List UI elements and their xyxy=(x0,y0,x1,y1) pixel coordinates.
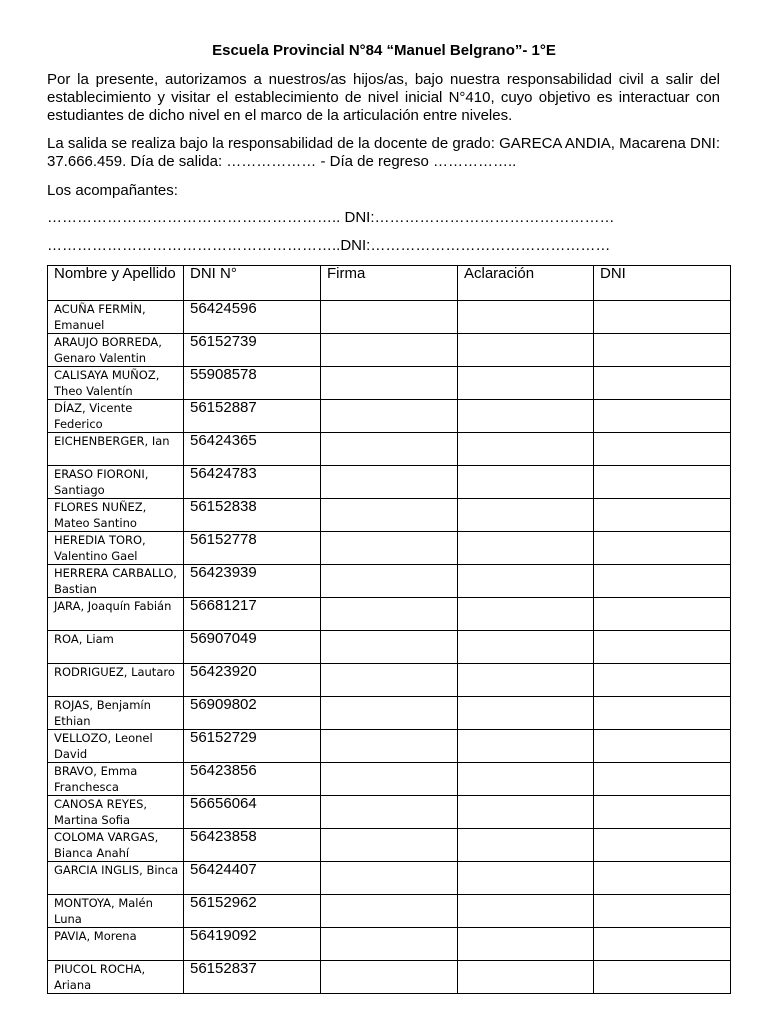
table-row xyxy=(48,664,731,697)
clarification-cell[interactable] xyxy=(458,631,594,664)
signature-cell[interactable] xyxy=(321,730,458,763)
companion-line-1: ………………………………………………….. DNI:………………………………………… xyxy=(47,209,615,226)
table-row xyxy=(48,862,731,895)
student-dni-cell: 56423920 xyxy=(184,664,321,697)
guardian-dni-cell[interactable] xyxy=(594,697,731,730)
signature-cell[interactable] xyxy=(321,928,458,961)
clarification-cell[interactable] xyxy=(458,598,594,631)
student-name-cell: ERASO FIORONI, Santiago xyxy=(48,466,184,499)
student-dni-cell: 56152837 xyxy=(184,961,321,994)
clarification-cell[interactable] xyxy=(458,928,594,961)
student-dni-cell: 56424783 xyxy=(184,466,321,499)
student-name-cell: PIUCOL ROCHA, Ariana xyxy=(48,961,184,994)
table-row xyxy=(48,400,731,433)
student-dni-cell: 56424596 xyxy=(184,301,321,334)
signature-cell[interactable] xyxy=(321,334,458,367)
signature-cell[interactable] xyxy=(321,433,458,466)
table-header-row xyxy=(48,266,731,301)
student-dni-cell: 56152838 xyxy=(184,499,321,532)
student-dni-cell: 56152739 xyxy=(184,334,321,367)
clarification-cell[interactable] xyxy=(458,796,594,829)
student-name-cell: COLOMA VARGAS, Bianca Anahí xyxy=(48,829,184,862)
signature-cell[interactable] xyxy=(321,961,458,994)
student-dni-cell: 56681217 xyxy=(184,598,321,631)
clarification-cell[interactable] xyxy=(458,400,594,433)
signature-cell[interactable] xyxy=(321,301,458,334)
signature-cell[interactable] xyxy=(321,400,458,433)
guardian-dni-cell[interactable] xyxy=(594,400,731,433)
student-name-cell: HEREDIA TORO, Valentino Gael xyxy=(48,532,184,565)
student-name-cell: ROA, Liam xyxy=(48,631,184,664)
clarification-cell[interactable] xyxy=(458,499,594,532)
student-dni-cell: 55908578 xyxy=(184,367,321,400)
student-dni-cell: 56152887 xyxy=(184,400,321,433)
student-dni-cell: 56907049 xyxy=(184,631,321,664)
student-name-cell: VELLOZO, Leonel David xyxy=(48,730,184,763)
authorization-paragraph: Por la presente, autorizamos a nuestros/as hijos/as, bajo nuestra responsabilidad civil a salir del establecimiento y visitar el establecimiento de nivel inicial N°410, cuyo objetivo es interactuar con estudiantes de dicho nivel en el marco de la articulación entre niveles. xyxy=(47,71,720,124)
table-row xyxy=(48,532,731,565)
guardian-dni-cell[interactable] xyxy=(594,862,731,895)
header-clarification: Aclaración xyxy=(458,266,594,301)
student-table xyxy=(47,265,731,994)
student-dni-cell: 56152962 xyxy=(184,895,321,928)
responsibility-paragraph: La salida se realiza bajo la responsabilidad de la docente de grado: GARECA ANDIA, Macarena DNI: 37.666.459. Día de salida: ……………… - Día de regreso …………….. xyxy=(47,135,720,170)
student-name-cell: GARCIA INGLIS, Binca xyxy=(48,862,184,895)
guardian-dni-cell[interactable] xyxy=(594,763,731,796)
clarification-cell[interactable] xyxy=(458,730,594,763)
clarification-cell[interactable] xyxy=(458,466,594,499)
clarification-cell[interactable] xyxy=(458,433,594,466)
student-name-cell: ACUÑA FERMÌN, Emanuel xyxy=(48,301,184,334)
guardian-dni-cell[interactable] xyxy=(594,829,731,862)
clarification-cell[interactable] xyxy=(458,895,594,928)
table-row xyxy=(48,367,731,400)
clarification-cell[interactable] xyxy=(458,532,594,565)
signature-cell[interactable] xyxy=(321,631,458,664)
clarification-cell[interactable] xyxy=(458,565,594,598)
signature-cell[interactable] xyxy=(321,466,458,499)
guardian-dni-cell[interactable] xyxy=(594,565,731,598)
clarification-cell[interactable] xyxy=(458,367,594,400)
guardian-dni-cell[interactable] xyxy=(594,895,731,928)
header-dni: DNI N° xyxy=(184,266,321,301)
student-name-cell: FLORES NUÑEZ, Mateo Santino xyxy=(48,499,184,532)
guardian-dni-cell[interactable] xyxy=(594,664,731,697)
signature-cell[interactable] xyxy=(321,796,458,829)
table-row xyxy=(48,829,731,862)
student-dni-cell: 56656064 xyxy=(184,796,321,829)
student-name-cell: JARA, Joaquín Fabián xyxy=(48,598,184,631)
table-row xyxy=(48,499,731,532)
guardian-dni-cell[interactable] xyxy=(594,367,731,400)
clarification-cell[interactable] xyxy=(458,334,594,367)
student-name-cell: DÍAZ, Vicente Federico xyxy=(48,400,184,433)
signature-cell[interactable] xyxy=(321,664,458,697)
signature-cell[interactable] xyxy=(321,829,458,862)
table-row xyxy=(48,466,731,499)
guardian-dni-cell[interactable] xyxy=(594,532,731,565)
student-name-cell: RODRIGUEZ, Lautaro xyxy=(48,664,184,697)
signature-cell[interactable] xyxy=(321,598,458,631)
student-name-cell: HERRERA CARBALLO, Bastian xyxy=(48,565,184,598)
signature-cell[interactable] xyxy=(321,895,458,928)
clarification-cell[interactable] xyxy=(458,961,594,994)
guardian-dni-cell[interactable] xyxy=(594,961,731,994)
table-row xyxy=(48,961,731,994)
signature-cell[interactable] xyxy=(321,532,458,565)
signature-cell[interactable] xyxy=(321,763,458,796)
clarification-cell[interactable] xyxy=(458,301,594,334)
clarification-cell[interactable] xyxy=(458,829,594,862)
guardian-dni-cell[interactable] xyxy=(594,598,731,631)
guardian-dni-cell[interactable] xyxy=(594,466,731,499)
student-dni-cell: 56152778 xyxy=(184,532,321,565)
clarification-cell[interactable] xyxy=(458,664,594,697)
student-name-cell: CALISAYA MUÑOZ, Theo Valentín xyxy=(48,367,184,400)
guardian-dni-cell[interactable] xyxy=(594,334,731,367)
guardian-dni-cell[interactable] xyxy=(594,433,731,466)
signature-cell[interactable] xyxy=(321,367,458,400)
guardian-dni-cell[interactable] xyxy=(594,631,731,664)
table-row xyxy=(48,598,731,631)
student-name-cell: MONTOYA, Malén Luna xyxy=(48,895,184,928)
table-row xyxy=(48,730,731,763)
student-dni-cell: 56152729 xyxy=(184,730,321,763)
clarification-cell[interactable] xyxy=(458,697,594,730)
student-dni-cell: 56423939 xyxy=(184,565,321,598)
student-name-cell: EICHENBERGER, Ian xyxy=(48,433,184,466)
table-row xyxy=(48,631,731,664)
guardian-dni-cell[interactable] xyxy=(594,730,731,763)
student-name-cell: CANOSA REYES, Martina Sofia xyxy=(48,796,184,829)
student-dni-cell: 56423856 xyxy=(184,763,321,796)
signature-cell[interactable] xyxy=(321,862,458,895)
guardian-dni-cell[interactable] xyxy=(594,301,731,334)
table-row xyxy=(48,928,731,961)
student-name-cell: PAVIA, Morena xyxy=(48,928,184,961)
guardian-dni-cell[interactable] xyxy=(594,499,731,532)
document-title: Escuela Provincial N°84 “Manuel Belgrano”- 1°E xyxy=(212,42,556,59)
signature-cell[interactable] xyxy=(321,697,458,730)
table-row xyxy=(48,796,731,829)
student-name-cell: BRAVO, Emma Franchesca xyxy=(48,763,184,796)
companions-label: Los acompañantes: xyxy=(47,182,178,199)
table-row xyxy=(48,433,731,466)
header-signature: Firma xyxy=(321,266,458,301)
clarification-cell[interactable] xyxy=(458,763,594,796)
table-row xyxy=(48,763,731,796)
student-name-cell: ROJAS, Benjamín Ethian xyxy=(48,697,184,730)
guardian-dni-cell[interactable] xyxy=(594,928,731,961)
student-dni-cell: 56424407 xyxy=(184,862,321,895)
guardian-dni-cell[interactable] xyxy=(594,796,731,829)
table-body xyxy=(48,301,731,994)
clarification-cell[interactable] xyxy=(458,862,594,895)
student-dni-cell: 56424365 xyxy=(184,433,321,466)
student-dni-cell: 56423858 xyxy=(184,829,321,862)
signature-cell[interactable] xyxy=(321,499,458,532)
student-dni-cell: 56419092 xyxy=(184,928,321,961)
student-name-cell: ARAUJO BORREDA, Genaro Valentin xyxy=(48,334,184,367)
table-row xyxy=(48,697,731,730)
table-row xyxy=(48,565,731,598)
header-name: Nombre y Apellido xyxy=(48,266,184,301)
table-row xyxy=(48,301,731,334)
table-row xyxy=(48,895,731,928)
table-row xyxy=(48,334,731,367)
companion-line-2: …………………………………………………..DNI:………………………………………… xyxy=(47,237,611,254)
signature-cell[interactable] xyxy=(321,565,458,598)
header-guardian-dni: DNI xyxy=(594,266,731,301)
student-dni-cell: 56909802 xyxy=(184,697,321,730)
